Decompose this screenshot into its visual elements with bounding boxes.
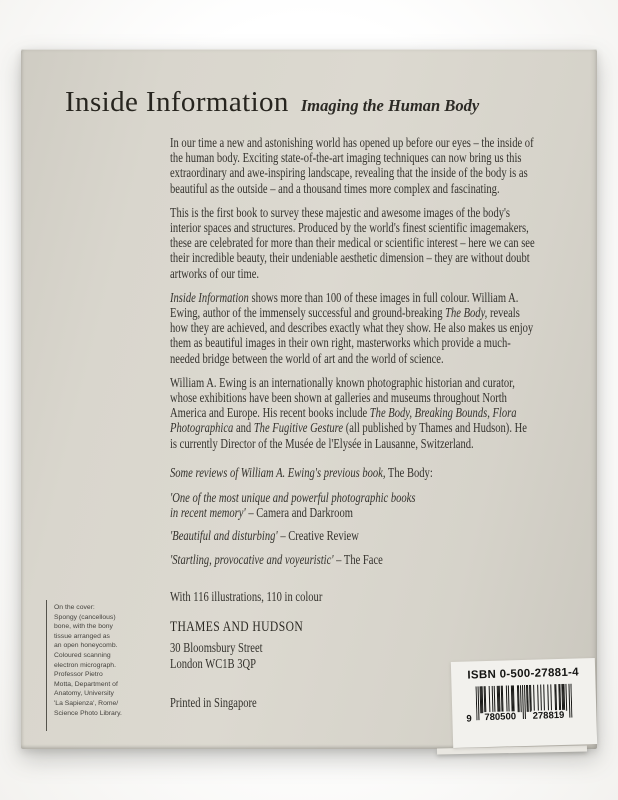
cover-credit-line: On the cover:	[54, 604, 95, 611]
publisher-address-line: London WC1B 3QP	[170, 655, 256, 671]
barcode-digit-group: 278819	[532, 709, 565, 722]
reviews-heading-roman: The Body:	[385, 464, 433, 480]
barcode-digits	[476, 710, 572, 724]
book-title: Inside Information	[65, 86, 289, 118]
publisher-name: THAMES AND HUDSON	[170, 619, 304, 636]
reviews-heading-italic: Some reviews of William A. Ewing's previous book,	[170, 464, 386, 480]
reviews-heading	[170, 465, 536, 480]
review-item: 'One of the most unique and powerful photographic books in recent memory' – Camera and Darkroom	[170, 490, 416, 521]
printed-note: Printed in Singapore	[170, 695, 257, 711]
publisher-address-line: 30 Bloomsbury Street	[170, 640, 263, 656]
blurb-paragraph: In our time a new and astonishing world has opened up before our eyes – the inside of the human body. Exciting state-of-the-art imaging techniques can now bring us this extraordinary and awe-inspiring landscape, revealing that the inside of the body is as beautiful as the outside – and a thousand times more complex and fascinating.	[170, 135, 534, 196]
cover-credit-line: Coloured scanning	[54, 651, 111, 659]
reviews-list	[170, 490, 536, 567]
cover-credit-line: an open honeycomb.	[54, 642, 118, 650]
cover-credit	[54, 603, 146, 718]
barcode-digit-group: 780500	[484, 711, 517, 724]
review-item: 'Startling, provocative and voyeuristic' – The Face	[170, 551, 383, 567]
blurb-paragraph: William A. Ewing is an internationally known photographic historian and curator, whose exhibitions have been shown at galleries and museums throughout North America and Europe. His recent books include The Body, Breaking Bounds, Flora Photographica and The Fugitive Gesture (all published by Thames and Hudson). He is currently Director of the Musée de l'Elysée in Lausanne, Switzerland.	[170, 374, 527, 451]
cover-credit-line: electron micrograph.	[54, 661, 116, 669]
book-subtitle: Imaging the Human Body	[300, 96, 480, 115]
isbn-panel	[451, 658, 597, 748]
cover-credit-line: 'La Sapienza', Rome/	[54, 699, 119, 707]
cover-credit-rule	[46, 600, 47, 731]
review-item: 'Beautiful and disturbing' – Creative Review	[170, 528, 359, 544]
ean-barcode	[466, 684, 573, 725]
cover-credit-line: Anatomy, University	[54, 690, 114, 698]
cover-credit-line: Professor Pietro	[54, 671, 103, 679]
title-row	[65, 86, 479, 119]
cover-credit-line: Science Photo Library.	[54, 709, 122, 717]
cover-credit-line: tissue arranged as	[54, 632, 110, 640]
cover-credit-line: Motta, Department of	[54, 680, 118, 688]
blurb-paragraph: This is the first book to survey these majestic and awesome images of the body's interior spaces and structures. Produced by the world's finest scientific imagemakers, these are celebrated for more than their medical or scientific interest – here we can see their incredible beauty, their undeniable aesthetic dimension – they are without doubt artworks of our time.	[170, 204, 535, 281]
barcode-digit-lead: 9	[466, 713, 472, 725]
isbn-label: ISBN 0-500-27881-4	[467, 666, 580, 682]
blurb-paragraphs	[170, 135, 536, 451]
back-cover-text-column	[170, 135, 536, 711]
illustrations-note: With 116 illustrations, 110 in colour	[170, 588, 323, 604]
cover-credit-line: Spongy (cancellous)	[54, 613, 116, 621]
book-back-cover	[21, 49, 597, 749]
cover-credit-line: bone, with the bony	[54, 623, 113, 631]
blurb-paragraph: Inside Information shows more than 100 of these images in full colour. William A. Ewing, author of the immensely successful and ground-breaking The Body, reveals how they are achieved, and describes exactly what they show. He also makes us enjoy them as beautiful images in their own right, masterworks which provide a much-needed bridge between the world of art and the world of science.	[170, 289, 534, 366]
